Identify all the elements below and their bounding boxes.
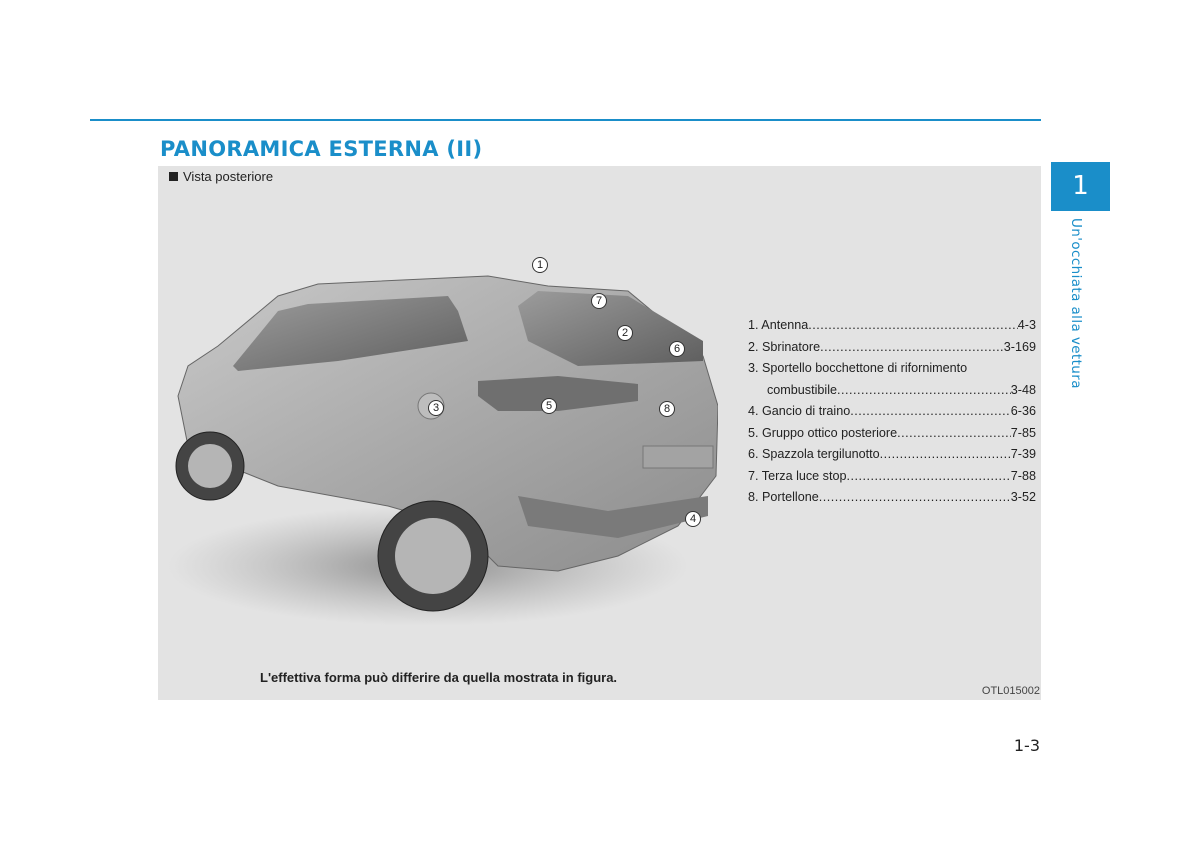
legend-item[interactable]: 7. Terza luce stop ..... 7-88 [748, 466, 1036, 488]
svg-text:8: 8 [663, 403, 671, 415]
page-title: PANORAMICA ESTERNA (II) [160, 137, 483, 161]
parts-legend [748, 315, 1036, 509]
rear-rim [395, 518, 471, 594]
svg-text:4: 4 [689, 513, 697, 525]
svg-text:3: 3 [432, 402, 440, 414]
legend-item[interactable]: 5. Gruppo ottico posteriore ..... 7-85 [748, 423, 1036, 445]
front-rim [188, 444, 232, 488]
svg-text:6: 6 [673, 343, 681, 355]
legend-item[interactable]: 4. Gancio di traino ..... 6-36 [748, 401, 1036, 423]
svg-text:1: 1 [536, 259, 544, 271]
chapter-number-tab[interactable]: 1 [1051, 162, 1110, 211]
header-rule [90, 119, 1041, 121]
figure-caption: L'effettiva forma può differire da quella mostrata in figura. [260, 670, 618, 685]
legend-item[interactable]: 8. Portellone ..... 3-52 [748, 487, 1036, 509]
callout-5 [542, 399, 557, 414]
figure-code: OTL015002 [981, 685, 1040, 697]
car-rear-illustration [158, 166, 718, 646]
svg-text:2: 2 [621, 327, 629, 339]
license-plate [643, 446, 713, 468]
legend-item[interactable]: 3. Sportello bocchettone di rifornimento [748, 361, 968, 375]
figure-subtitle-text: Vista posteriore [183, 169, 274, 184]
svg-text:5: 5 [545, 400, 553, 412]
chapter-label: Un'occhiata alla vettura [1068, 218, 1084, 389]
svg-text:7: 7 [595, 295, 603, 307]
legend-item[interactable]: 2. Sbrinatore ..... 3-169 [748, 337, 1036, 359]
callout-2 [618, 326, 633, 341]
legend-item-continuation[interactable]: combustibile ..... 3-48 [748, 380, 1036, 402]
page-number: 1-3 [1013, 736, 1040, 755]
callout-1 [533, 258, 548, 273]
callout-7 [592, 294, 607, 309]
callout-8 [660, 402, 675, 417]
callout-3 [429, 401, 444, 416]
callout-6 [670, 342, 685, 357]
legend-item[interactable]: 1. Antenna ..... 4-3 [748, 315, 1036, 337]
legend-item[interactable]: 6. Spazzola tergilunotto ..... 7-39 [748, 444, 1036, 466]
callout-4 [686, 512, 701, 527]
